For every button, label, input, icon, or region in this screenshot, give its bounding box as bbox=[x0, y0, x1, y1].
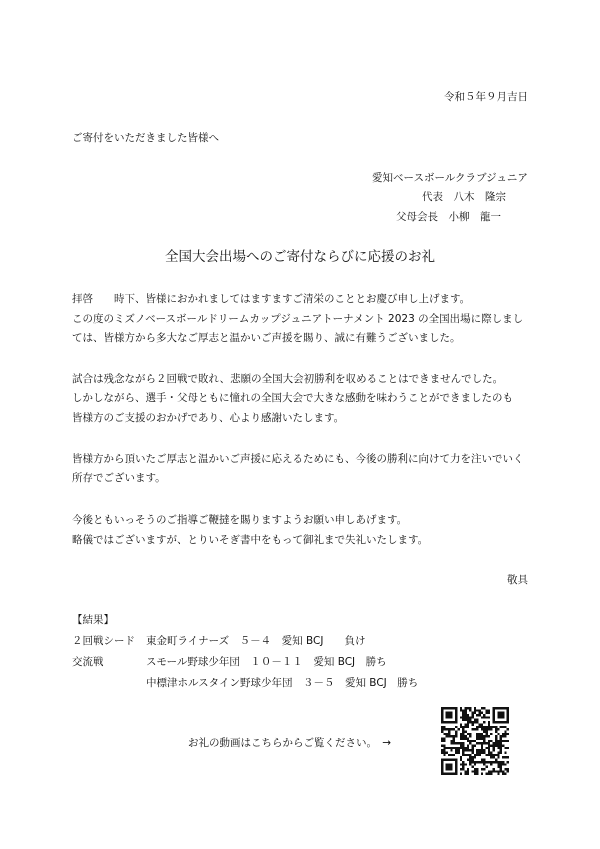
letter-title: 全国大会出場へのご寄付ならびに応援のお礼 bbox=[165, 249, 435, 265]
results-heading: 【結果】 bbox=[72, 614, 114, 626]
result-row bbox=[72, 655, 387, 669]
body-line: 所存でございます。 bbox=[72, 472, 166, 484]
qr-code-icon[interactable] bbox=[441, 707, 509, 775]
body-line: この度のミズノベースボールドリームカップジュニアトーナメント 2023 の全国出場に際しまし bbox=[72, 313, 524, 325]
body-line: 皆様方のご支援のおかげであり、心より感謝いたします。 bbox=[72, 412, 345, 424]
body-line: 試合は残念ながら２回戦で敗れ、悲願の全国大会初勝利を収めることはできませんでした。 bbox=[72, 373, 504, 385]
result-row bbox=[72, 676, 418, 690]
body-line: 皆様方から頂いたご厚志と温かいご声援に応えるためにも、今後の勝利に向けて力を注いでいく bbox=[72, 453, 524, 465]
letter-recipient: ご寄付をいただきました皆様へ bbox=[72, 132, 219, 144]
letter-closing: 敬具 bbox=[507, 574, 528, 586]
sender-org: 愛知ベースボールクラブジュニア bbox=[372, 172, 528, 184]
body-line: 今後ともいっそうのご指導ご鞭撻を賜りますようお願い申しあげます。 bbox=[72, 514, 408, 526]
result-row bbox=[72, 634, 365, 648]
result-detail: 中標津ホルスタイン野球少年団 ３－５ 愛知 BCJ 勝ち bbox=[146, 677, 419, 689]
result-detail: スモール野球少年団 １０－１１ 愛知 BCJ 勝ち bbox=[146, 656, 387, 668]
video-note: お礼の動画はこちらからご覧ください。 → bbox=[188, 737, 392, 749]
result-round: ２回戦シード bbox=[72, 635, 135, 647]
result-round: 交流戦 bbox=[72, 656, 104, 668]
letter-date: 令和５年９月吉日 bbox=[444, 91, 528, 103]
sender-representative: 代表 八木 隆宗 bbox=[422, 191, 506, 203]
body-line: 略儀ではございますが、とりいそぎ書中をもって御礼まで失礼いたします。 bbox=[72, 534, 429, 546]
sender-parents-chair: 父母会長 小柳 龍一 bbox=[396, 211, 501, 223]
body-line: ては、皆様方から多大なご厚志と温かいご声援を賜り、誠に有難うございました。 bbox=[72, 332, 461, 344]
result-detail: 東金町ライナーズ ５－４ 愛知 BCJ 負け bbox=[146, 635, 366, 647]
body-line: しかしながら、選手・父母ともに憧れの全国大会で大きな感動を味わうことができましたのも bbox=[72, 392, 513, 404]
body-line: 拝啓 時下、皆様におかれましてはますますご清栄のこととお慶び申し上げます。 bbox=[72, 293, 471, 305]
